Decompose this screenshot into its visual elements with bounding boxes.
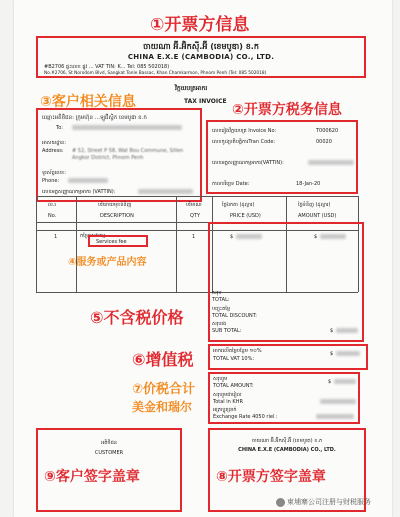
discount-label: TOTAL DISCOUNT:: [212, 313, 257, 319]
col-desc: DESCRIPTION: [100, 213, 134, 219]
col-price: PRICE (USD): [230, 213, 261, 219]
rate-redacted: [316, 414, 354, 419]
col-desc-khmer: បរិយាយមុខទំនិញ: [98, 202, 132, 208]
subtotal-redacted: [336, 328, 358, 333]
price-area-box: [208, 222, 364, 342]
doc-title-en: TAX INVOICE: [184, 98, 227, 105]
date-value: 18-Jan-20: [296, 181, 321, 187]
issuer-vattin-label: លេខអត្តសញ្ញាណកម្មអាករ(VATTIN):: [212, 160, 284, 166]
vat-redacted: [336, 351, 360, 356]
amount-redacted: [334, 379, 356, 384]
issuer-address-line: No.#2706, St Norodom Blvd, Sangkat Tonle Bassac, Khan Chamkarmon, Phnom Penh (Tel: 085 502018): [44, 71, 267, 76]
total-khmer: សរុប: [212, 290, 222, 296]
rate-label: Exchange Rate 4050 riel :: [213, 414, 278, 420]
col-no-khmer: ល.រ: [48, 202, 56, 208]
vat-value: $: [330, 351, 334, 357]
khr-redacted: [320, 399, 356, 404]
customer-sig-khmer: អតិថិជន: [101, 440, 117, 446]
issuer-info-box: [36, 36, 366, 78]
annotation-tax-info: ②开票方税务信息: [232, 102, 342, 118]
annotation-vat: ⑥增值税: [132, 350, 194, 369]
annotation-price-excl-tax: ⑤不含税价格: [90, 308, 184, 327]
customer-address-value: # 52, Street P 58, Wat Bou Commune, Sillen Angkor District, Phnom Penh: [72, 148, 184, 161]
doc-title-khmer: វិក្កយបត្រអាករ: [175, 85, 208, 92]
customer-sig-label: CUSTOMER: [94, 450, 124, 456]
watermark: [276, 497, 371, 507]
vat-label: TOTAL VAT 10%:: [213, 356, 255, 362]
invoice-no-label: លេខរៀងវិក្កយបត្រ Invoice No:: [212, 128, 277, 134]
discount-khmer: បញ្ចុះតម្លៃ: [212, 306, 231, 312]
annotation-customer-info: ③客户相关信息: [40, 94, 136, 110]
annotation-total-line2: 美金和瑞尔: [132, 400, 193, 414]
vat-khmer: អាករលើតម្លៃបន្ថែម ១០%: [213, 348, 262, 354]
issuer-vat-line: #B2706 ផ្ទះលេខ ផ្លូវ ... VAT TIN: K... Tel: 085 502018): [44, 64, 170, 70]
customer-vattin-redacted: [138, 189, 193, 194]
invoice-no-value: T000620: [316, 128, 339, 134]
khr-label: Total in KHR: [213, 399, 243, 405]
total-label: TOTAL:: [212, 297, 230, 303]
row-price: $: [230, 234, 234, 240]
subtotal-value: $: [330, 328, 334, 334]
amount-label: TOTAL AMOUNT:: [213, 383, 254, 389]
amount-khmer: សរុបរួម: [213, 376, 228, 382]
customer-address-label: Address:: [42, 148, 64, 154]
service-desc-box: [88, 235, 148, 247]
issuer-name-en: CHINA E.X.E (CAMBODIA) CO., LTD.: [127, 53, 275, 61]
customer-address-label-khmer: អាសយដ្ឋាន:: [42, 140, 66, 146]
row-desc: Services fee: [96, 239, 127, 245]
issuer-vattin-redacted: [308, 160, 354, 165]
col-qty: QTY: [190, 213, 201, 219]
vat-box: [208, 344, 368, 370]
khr-khmer: សរុបរួមជារៀល: [213, 392, 242, 398]
annotation-customer-sign: ⑨客户签字盖章: [44, 469, 140, 485]
col-qty-khmer: បរិមាណ: [186, 202, 202, 208]
customer-vattin-label: លេខអត្តសញ្ញាណកម្មអាករ (VATTIN):: [42, 189, 116, 195]
annotation-issuer-info: ①开票方信息: [150, 15, 250, 35]
customer-name-redacted: [72, 125, 182, 130]
customer-phone-redacted: [68, 178, 108, 183]
col-amount-khmer: ថ្លៃទំនិញ (ដុល្លារ): [298, 202, 331, 208]
total-amount-box: [208, 372, 360, 424]
rate-khmer: អត្រាប្តូរប្រាក់: [213, 407, 237, 413]
row-amount: $: [314, 234, 318, 240]
annotation-issuer-sign: ⑧开票方签字盖章: [216, 469, 326, 485]
customer-name-line: ឈ្មោះអតិថិជន: ក្រុមហ៊ុន ...ឡូជីស្ទិក ខេមបូឌា ខ.ក: [42, 115, 147, 121]
amount-value: $: [328, 379, 332, 385]
customer-info-box: [36, 108, 202, 202]
issuer-sig-khmer: ចាយណា អ៊ី.អ៊ិកស៊ី.អ៊ី (ខេមបូឌា) ខ.ក: [251, 438, 323, 444]
row-desc-khmer: កម្រៃសេវាកម្ម: [80, 233, 106, 239]
row-no: 1: [54, 234, 58, 240]
issuer-name-khmer: ចាយណា អ៊ី.អ៊ិកស៊ី.អ៊ី (ខេមបូឌា) ខ.ក: [143, 42, 259, 51]
col-price-khmer: ថ្លៃឯកតា (ដុល្លារ): [222, 202, 255, 208]
date-label: កាលបរិច្ឆេទ Date:: [212, 181, 250, 187]
annotation-service-content: ④服务或产品内容: [68, 257, 147, 268]
customer-phone-label: Phone:: [42, 178, 60, 184]
wechat-icon: [276, 498, 285, 507]
customer-to-label: To:: [56, 125, 63, 131]
tran-code-value: 00020: [316, 139, 332, 145]
annotation-total-line1: ⑦价税合计: [132, 382, 196, 397]
customer-phone-label-khmer: ទូរស័ព្ទលេខ:: [42, 170, 66, 176]
watermark-text: 柬埔寨公司注册与财税服务: [287, 498, 371, 506]
col-no: No.: [48, 213, 57, 219]
subtotal-label: SUB TOTAL:: [212, 328, 242, 334]
tran-code-label: លេខកូដប្រតិបត្តិការTran Code:: [212, 139, 276, 145]
tax-info-box: [206, 120, 358, 194]
issuer-sig-label: CHINA E.X.E (CAMBODIA) CO., LTD.: [238, 447, 336, 453]
customer-signature-box: [36, 428, 182, 512]
col-amount: AMOUNT (USD): [298, 213, 337, 219]
subtotal-khmer: សរុបរង: [212, 321, 227, 327]
row-qty: 1: [192, 234, 196, 240]
